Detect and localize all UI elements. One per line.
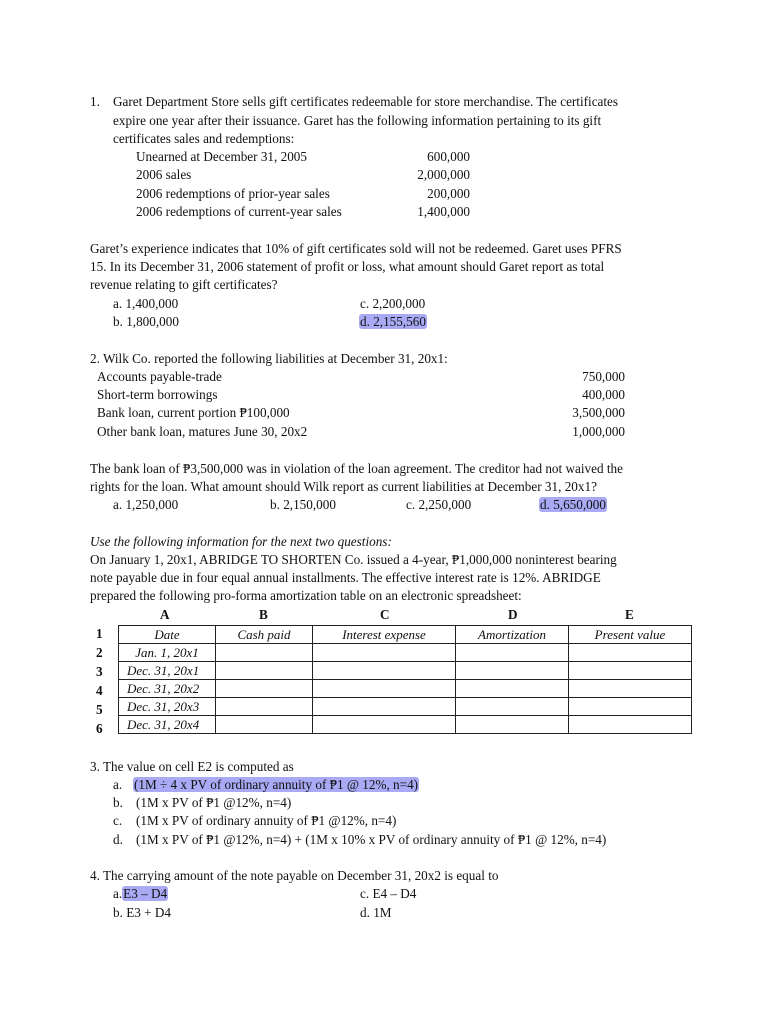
q1-choice-c: c. 2,200,000 — [360, 296, 426, 311]
q1-choice-a: a. 1,400,000 — [113, 296, 179, 311]
q1-item-label: 2006 redemptions of prior-year sales — [136, 186, 330, 201]
q2-intro: 2. Wilk Co. reported the following liabilities at December 31, 20x1: — [90, 351, 448, 366]
column-letter: C — [380, 607, 390, 622]
empty-cell — [456, 680, 569, 698]
q1-item-value: 200,000 — [427, 186, 470, 201]
q2-item-label: Bank loan, current portion ₱100,000 — [97, 405, 290, 420]
q1-text-line: certificates sales and redemptions: — [113, 131, 295, 146]
q4-choice-a — [113, 885, 168, 903]
empty-cell — [313, 662, 456, 680]
q2-question-line: The bank loan of ₱3,500,000 was in violation of the loan agreement. The creditor had not waived the — [90, 461, 623, 476]
date-cell: Dec. 31, 20x3 — [119, 698, 216, 716]
table-row — [119, 680, 692, 698]
empty-cell — [216, 716, 313, 734]
shared-line: note payable due in four equal annual installments. The effective interest rate is 12%. ABRIDGE — [90, 570, 601, 585]
q2-choice-b: b. 2,150,000 — [270, 497, 336, 512]
empty-cell — [456, 662, 569, 680]
q4-stem: 4. The carrying amount of the note payable on December 31, 20x2 is equal to — [90, 868, 499, 883]
q1-question-line: Garet’s experience indicates that 10% of gift certificates sold will not be redeemed. Garet uses PFRS — [90, 241, 622, 256]
column-letter: E — [625, 607, 634, 622]
q1-item-label: Unearned at December 31, 2005 — [136, 149, 307, 164]
q4-choice-b: b. E3 + D4 — [113, 905, 171, 920]
column-letter: A — [160, 607, 170, 622]
q1-question-line: 15. In its December 31, 2006 statement of profit or loss, what amount should Garet report as total — [90, 259, 605, 274]
q3-choice-d: (1M x PV of ₱1 @12%, n=4) + (1M x 10% x PV of ordinary annuity of ₱1 @ 12%, n=4) — [136, 832, 607, 847]
q3-choice-a-highlighted: (1M ÷ 4 x PV of ordinary annuity of ₱1 @ 12%, n=4) — [134, 777, 419, 792]
q4-choice-c: c. E4 – D4 — [360, 886, 417, 901]
q2-item-label: Accounts payable-trade — [97, 369, 222, 384]
q2-choice-c: c. 2,250,000 — [406, 497, 472, 512]
table-row — [119, 662, 692, 680]
date-cell: Dec. 31, 20x4 — [119, 716, 216, 734]
q1-item-value: 2,000,000 — [417, 167, 470, 182]
q2-item-label: Other bank loan, matures June 30, 20x2 — [97, 424, 308, 439]
q1-item-label: 2006 sales — [136, 167, 192, 182]
empty-cell — [216, 662, 313, 680]
empty-cell — [569, 644, 692, 662]
q2-item-value: 750,000 — [582, 369, 625, 384]
header-cell: Amortization — [456, 626, 569, 644]
header-cell: Cash paid — [216, 626, 313, 644]
q2-choice-a: a. 1,250,000 — [113, 497, 179, 512]
q4-choice-d: d. 1M — [360, 905, 392, 920]
shared-line: On January 1, 20x1, ABRIDGE TO SHORTEN Co. issued a 4-year, ₱1,000,000 noninterest bearing — [90, 552, 617, 567]
q1-choice-d-highlighted: d. 2,155,560 — [360, 314, 426, 329]
empty-cell — [569, 716, 692, 734]
table-header-row — [119, 626, 692, 644]
shared-line: prepared the following pro-forma amortization table on an electronic spreadsheet: — [90, 588, 522, 603]
amortization-table — [118, 625, 692, 734]
empty-cell — [313, 644, 456, 662]
q2-item-value: 3,500,000 — [572, 405, 625, 420]
table-row — [119, 716, 692, 734]
q1-number: 1. — [90, 94, 100, 109]
q3-choice-letter: a. — [113, 777, 123, 792]
empty-cell — [456, 716, 569, 734]
row-number: 3 — [96, 664, 103, 679]
empty-cell — [313, 698, 456, 716]
q3-choice-letter: d. — [113, 832, 123, 847]
q1-text-line: expire one year after their issuance. Garet has the following information pertaining to its gift — [113, 113, 602, 128]
date-cell: Jan. 1, 20x1 — [119, 644, 216, 662]
empty-cell — [456, 644, 569, 662]
row-number: 1 — [96, 626, 103, 641]
table-row — [119, 698, 692, 716]
empty-cell — [569, 662, 692, 680]
empty-cell — [216, 644, 313, 662]
q1-choice-b: b. 1,800,000 — [113, 314, 179, 329]
empty-cell — [216, 680, 313, 698]
empty-cell — [313, 680, 456, 698]
date-cell: Dec. 31, 20x2 — [119, 680, 216, 698]
header-cell: Interest expense — [313, 626, 456, 644]
row-number: 6 — [96, 721, 103, 736]
column-letter: D — [508, 607, 518, 622]
q3-choice-letter: b. — [113, 795, 123, 810]
empty-cell — [456, 698, 569, 716]
table-row — [119, 644, 692, 662]
q1-text-line: Garet Department Store sells gift certificates redeemable for store merchandise. The certificates — [113, 94, 619, 109]
q3-choice-letter: c. — [113, 813, 123, 828]
q2-item-value: 1,000,000 — [572, 424, 625, 439]
q2-item-label: Short-term borrowings — [97, 387, 218, 402]
q3-stem: 3. The value on cell E2 is computed as — [90, 759, 294, 774]
row-number: 4 — [96, 683, 103, 698]
row-number: 5 — [96, 702, 103, 717]
header-cell: Date — [119, 626, 216, 644]
q1-question-line: revenue relating to gift certificates? — [90, 277, 278, 292]
q1-item-label: 2006 redemptions of current-year sales — [136, 204, 342, 219]
q4-choice-a-highlighted: E3 – D4 — [123, 886, 168, 901]
q3-choice-c: (1M x PV of ordinary annuity of ₱1 @12%, n=4) — [136, 813, 397, 828]
date-cell: Dec. 31, 20x1 — [119, 662, 216, 680]
q2-item-value: 400,000 — [582, 387, 625, 402]
q3-choice-b: (1M x PV of ₱1 @12%, n=4) — [136, 795, 292, 810]
row-number: 2 — [96, 645, 103, 660]
q2-choice-d-highlighted: d. 5,650,000 — [540, 497, 606, 512]
column-letter: B — [259, 607, 268, 622]
empty-cell — [569, 680, 692, 698]
q1-item-value: 600,000 — [427, 149, 470, 164]
q1-item-value: 1,400,000 — [417, 204, 470, 219]
q2-question-line: rights for the loan. What amount should Wilk report as current liabilities at December 31, 20x1? — [90, 479, 597, 494]
empty-cell — [313, 716, 456, 734]
empty-cell — [216, 698, 313, 716]
q4-choice-letter: a. — [113, 886, 123, 901]
header-cell: Present value — [569, 626, 692, 644]
empty-cell — [569, 698, 692, 716]
shared-heading: Use the following information for the next two questions: — [90, 534, 392, 549]
